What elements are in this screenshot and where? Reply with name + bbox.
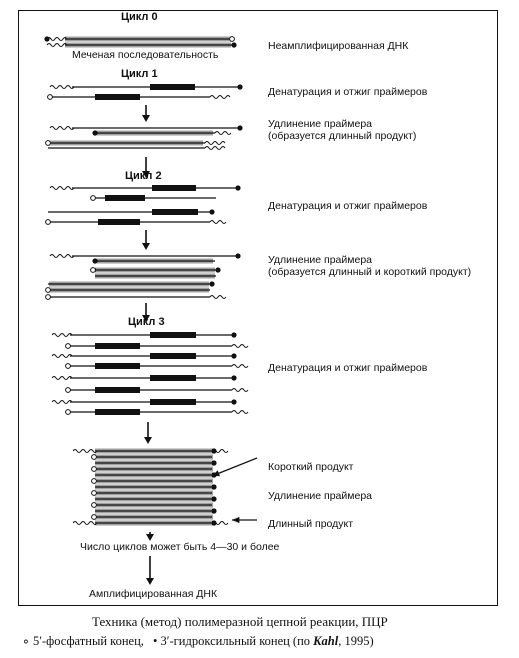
dna-strand <box>50 84 243 89</box>
five-prime-end <box>92 479 97 484</box>
extension-2-label: Удлинение праймера <box>268 254 372 266</box>
three-prime-end <box>235 185 240 190</box>
cycle-3-label: Цикл 3 <box>128 316 165 328</box>
dna-strand <box>50 253 241 258</box>
three-prime-end <box>237 125 242 130</box>
primer <box>95 343 140 349</box>
denaturation-1-label: Денатурация и отжиг праймеров <box>268 86 428 98</box>
flank-wave <box>50 187 74 190</box>
primer <box>150 353 196 359</box>
dna-strand <box>92 515 212 520</box>
five-prime-end <box>92 467 97 472</box>
primer <box>150 332 196 338</box>
arrow-head <box>146 578 154 585</box>
arrow-head <box>144 437 152 444</box>
dna-strand <box>52 399 237 404</box>
pointer-head <box>232 517 239 523</box>
arrow-head <box>142 115 150 122</box>
five-prime-end <box>46 288 51 293</box>
flank-wave <box>47 44 67 47</box>
dna-strand <box>52 375 237 380</box>
primer <box>95 387 140 393</box>
flank-wave <box>73 450 97 453</box>
arrow-head <box>146 534 154 541</box>
three-prime-end <box>235 253 240 258</box>
legend-5-prime: 5′-фосфатный конец, <box>32 634 144 648</box>
flank-wave <box>232 389 248 392</box>
flank-wave <box>47 38 67 41</box>
three-prime-end <box>215 267 220 272</box>
dna-strand <box>52 353 237 358</box>
flank-wave <box>232 411 248 414</box>
cycle-1-label: Цикл 1 <box>121 68 158 80</box>
five-prime-end <box>48 95 53 100</box>
dna-strand <box>46 295 226 300</box>
dna-strand <box>92 479 212 484</box>
five-prime-end <box>91 196 96 201</box>
short-product-label: Короткий продукт <box>268 461 354 473</box>
primer <box>105 195 145 201</box>
flank-wave <box>50 127 74 130</box>
filled-circle-icon: • <box>153 634 158 648</box>
denaturation-3-label: Денатурация и отжиг праймеров <box>268 362 428 374</box>
extension-2-note: (образуется длинный и короткий продукт) <box>268 266 472 278</box>
dna-strand <box>92 455 212 460</box>
open-circle-icon: ∘ <box>22 634 30 648</box>
flank-wave <box>210 96 230 99</box>
three-prime-end <box>211 448 216 453</box>
three-prime-end <box>231 399 236 404</box>
figure-legend <box>22 633 374 649</box>
dna-strand <box>47 42 237 47</box>
five-prime-end <box>92 491 97 496</box>
three-prime-end <box>209 281 214 286</box>
five-prime-end <box>92 503 97 508</box>
flank-wave <box>205 142 225 145</box>
dna-strand <box>50 125 243 130</box>
flank-wave <box>73 522 97 525</box>
three-prime-end <box>211 508 216 513</box>
five-prime-end <box>46 141 51 146</box>
primer <box>152 209 198 215</box>
five-prime-end <box>91 268 96 273</box>
primer <box>152 185 196 191</box>
flank-wave <box>210 296 226 299</box>
three-prime-end <box>231 332 236 337</box>
primer <box>150 375 196 381</box>
primer <box>95 94 140 100</box>
five-prime-end <box>46 220 51 225</box>
primer <box>150 84 195 90</box>
long-product-label: Длинный продукт <box>268 518 354 530</box>
dna-strand <box>92 503 212 508</box>
unamplified-dna-label: Неамплифицированная ДНК <box>268 40 409 52</box>
three-prime-end <box>92 258 97 263</box>
cycle-0-label: Цикл 0 <box>121 11 158 23</box>
dna-strand <box>50 185 241 190</box>
legend-3-prime: 3′-гидроксильный конец (по <box>160 634 311 648</box>
dna-strand <box>52 332 237 337</box>
three-prime-end <box>231 375 236 380</box>
cycles-count-label: Число циклов может быть 4—30 и более <box>80 541 280 553</box>
dna-strand <box>95 274 216 279</box>
dna-strand <box>66 364 248 369</box>
three-prime-end <box>209 209 214 214</box>
arrow-head <box>142 243 150 250</box>
three-prime-end <box>211 484 216 489</box>
three-prime-end <box>92 130 97 135</box>
dna-strand <box>66 388 248 393</box>
dna-strand <box>73 448 228 453</box>
dna-strand <box>92 130 231 135</box>
cycle-2-label: Цикл 2 <box>125 170 162 182</box>
five-prime-end <box>92 455 97 460</box>
five-prime-end <box>66 410 71 415</box>
five-prime-end <box>46 295 51 300</box>
flank-wave <box>52 334 72 337</box>
flank-wave <box>50 86 74 89</box>
flank-wave <box>52 377 72 380</box>
flank-wave <box>232 345 248 348</box>
flank-wave <box>205 147 225 150</box>
three-prime-end <box>237 84 242 89</box>
extension-3-label: Удлинение праймера <box>268 490 372 502</box>
labeled-sequence-label: Меченая последовательность <box>72 49 219 61</box>
five-prime-end <box>66 388 71 393</box>
dna-strand <box>44 36 234 41</box>
dna-strand <box>95 472 217 477</box>
dna-strand <box>46 141 225 146</box>
dna-strand <box>92 258 215 263</box>
dna-strand <box>95 496 217 501</box>
amplified-dna-label: Амплифицированная ДНК <box>89 588 218 600</box>
five-prime-end <box>230 37 235 42</box>
primer <box>95 363 140 369</box>
flank-wave <box>232 365 248 368</box>
primer <box>150 399 196 405</box>
flank-wave <box>52 355 72 358</box>
extension-1-label: Удлинение праймера <box>268 118 372 130</box>
three-prime-end <box>211 496 216 501</box>
dna-strand <box>95 484 217 489</box>
three-prime-end <box>44 36 49 41</box>
three-prime-end <box>211 520 216 525</box>
dna-strand <box>73 520 228 525</box>
dna-strand <box>92 491 212 496</box>
five-prime-end <box>66 364 71 369</box>
flank-wave <box>52 401 72 404</box>
three-prime-end <box>231 353 236 358</box>
three-prime-end <box>211 460 216 465</box>
flank-wave <box>215 132 231 135</box>
dna-strand <box>92 467 212 472</box>
legend-year: , 1995) <box>338 634 374 648</box>
denaturation-2-label: Денатурация и отжиг праймеров <box>268 200 428 212</box>
dna-strand <box>46 288 210 293</box>
extension-1-note: (образуется длинный продукт) <box>268 130 417 142</box>
dna-strand <box>91 267 221 272</box>
dna-strand <box>48 281 215 286</box>
primer <box>98 219 140 225</box>
dna-strand <box>95 460 217 465</box>
dna-strand <box>95 508 217 513</box>
flank-wave <box>210 221 226 224</box>
figure-caption: Техника (метод) полимеразной цепной реакции, ПЦР <box>92 614 388 629</box>
primer <box>95 409 140 415</box>
dna-strand <box>48 147 225 150</box>
five-prime-end <box>92 515 97 520</box>
dna-strand <box>66 344 248 349</box>
dna-strand <box>66 410 248 415</box>
three-prime-end <box>231 42 236 47</box>
five-prime-end <box>66 344 71 349</box>
legend-author: Kahl <box>313 634 339 648</box>
flank-wave <box>50 255 74 258</box>
